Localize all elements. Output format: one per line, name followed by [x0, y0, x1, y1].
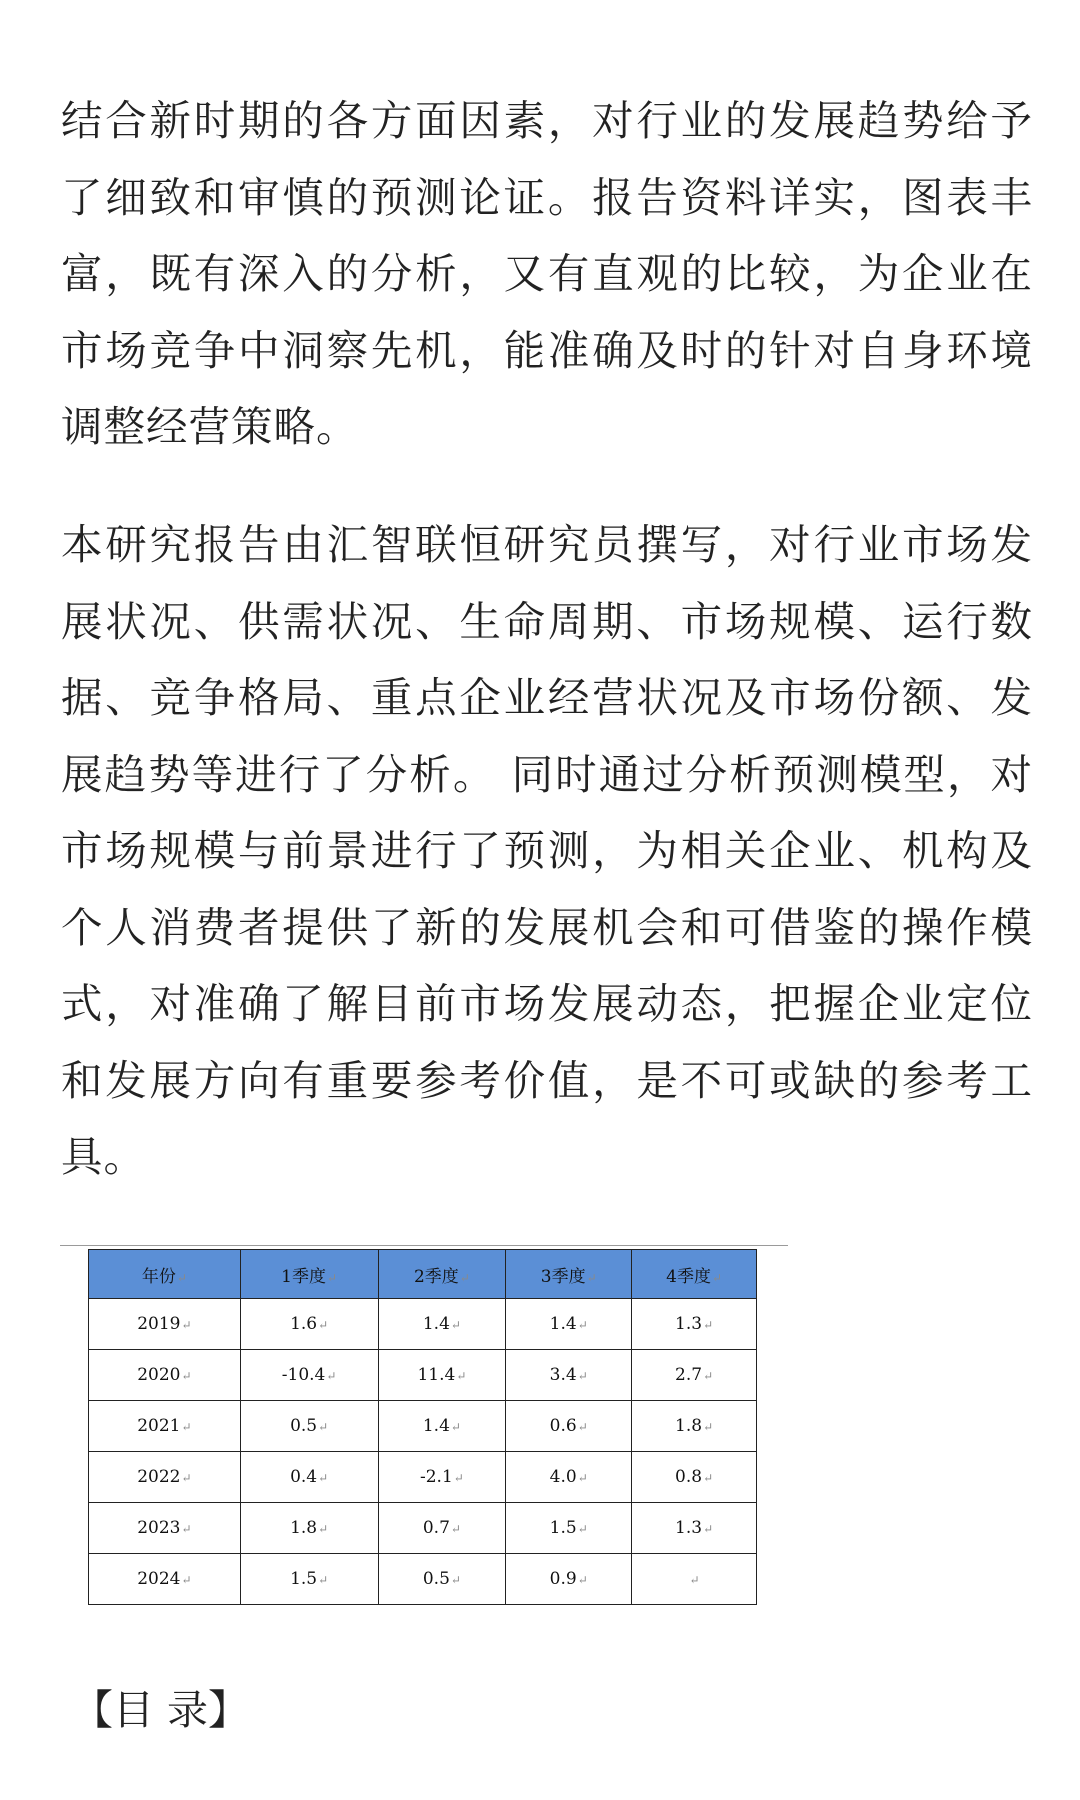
- header-cell-year: 年份↵: [89, 1250, 241, 1299]
- intro-paragraph: 结合新时期的各方面因素，对行业的发展趋势给予了细致和审慎的预测论证。报告资料详实，图表丰富，既有深入的分析，又有直观的比较，为企业在市场竞争中洞察先机，能准确及时的针对自身环境调整经营策略。: [61, 96, 1033, 451]
- header-cell-q2: 2季度↵: [378, 1250, 506, 1299]
- table-body: [89, 1299, 757, 1605]
- paragraph-mark-icon: ↵: [456, 1369, 467, 1383]
- table-row: [89, 1452, 757, 1503]
- paragraph-mark-icon: ↵: [181, 1522, 192, 1536]
- paragraph-mark-icon: ↵: [318, 1471, 329, 1485]
- paragraph-mark-icon: ↵: [577, 1471, 588, 1485]
- paragraph-mark-icon: ↵: [181, 1471, 192, 1485]
- table-cell: 1.5↵: [506, 1503, 632, 1554]
- table-cell: 0.5↵: [240, 1401, 378, 1452]
- header-cell-q1: 1季度↵: [240, 1250, 378, 1299]
- table-cell: 0.5↵: [378, 1554, 506, 1605]
- paragraph-mark-icon: ↵: [711, 1270, 723, 1285]
- paragraph-mark-icon: ↵: [577, 1522, 588, 1536]
- table-row: [89, 1503, 757, 1554]
- paragraph-mark-icon: ↵: [459, 1270, 470, 1285]
- table-cell: 1.3↵: [632, 1299, 757, 1350]
- paragraph-mark-icon: ↵: [181, 1369, 192, 1383]
- paragraph-mark-icon: ↵: [703, 1471, 714, 1485]
- paragraph-mark-icon: ↵: [703, 1522, 714, 1536]
- table-cell: 1.4↵: [506, 1299, 632, 1350]
- table-cell: 1.4↵: [378, 1401, 506, 1452]
- table-cell: 2023↵: [89, 1503, 241, 1554]
- paragraph-mark-icon: ↵: [450, 1522, 461, 1536]
- table-cell: 3.4↵: [506, 1350, 632, 1401]
- table-cell: 0.4↵: [240, 1452, 378, 1503]
- table-cell: -2.1↵: [378, 1452, 506, 1503]
- paragraph-mark-icon: ↵: [586, 1270, 597, 1285]
- table-cell: 1.8↵: [632, 1401, 757, 1452]
- paragraph-mark-icon: ↵: [318, 1420, 329, 1434]
- paragraph-mark-icon: ↵: [318, 1318, 329, 1332]
- table-row: [89, 1554, 757, 1605]
- paragraph-mark-icon: ↵: [181, 1318, 192, 1332]
- paragraph-mark-icon: ↵: [181, 1573, 192, 1587]
- paragraph-mark-icon: ↵: [577, 1573, 588, 1587]
- paragraph-mark-icon: ↵: [689, 1573, 700, 1587]
- table-cell: [632, 1554, 757, 1605]
- paragraph-mark-icon: ↵: [453, 1471, 464, 1485]
- paragraph-mark-icon: ↵: [703, 1369, 714, 1383]
- paragraph-mark-icon: ↵: [176, 1270, 187, 1285]
- table-cell: 4.0↵: [506, 1452, 632, 1503]
- paragraph-mark-icon: ↵: [450, 1318, 461, 1332]
- table-cell: 2024↵: [89, 1554, 241, 1605]
- table-cell: 2020↵: [89, 1350, 241, 1401]
- paragraph-mark-icon: ↵: [577, 1369, 588, 1383]
- table-cell: 1.4↵: [378, 1299, 506, 1350]
- toc-heading: 【目 录】: [72, 1686, 250, 1734]
- paragraph-mark-icon: ↵: [318, 1573, 329, 1587]
- table-row: [89, 1299, 757, 1350]
- table-top-rule: [60, 1245, 788, 1246]
- table-cell: -10.4↵: [240, 1350, 378, 1401]
- table-row: [89, 1350, 757, 1401]
- table-cell: 1.6↵: [240, 1299, 378, 1350]
- report-description-paragraph: 本研究报告由汇智联恒研究员撰写，对行业市场发展状况、供需状况、生命周期、市场规模、运行数据、竞争格局、重点企业经营状况及市场份额、发展趋势等进行了分析。 同时通过分析预测模型，对市场规模与前景进行了预测，为相关企业、机构及个人消费者提供了新的发展机会和可借鉴的操作模式，对准确了解目前市场发展动态，把握企业定位和发展方向有重要参考价值，是不可或缺的参考工具。: [61, 520, 1033, 1181]
- table-cell: 2.7↵: [632, 1350, 757, 1401]
- header-cell-q3: 3季度↵: [506, 1250, 632, 1299]
- table-cell: 1.3↵: [632, 1503, 757, 1554]
- quarterly-data-table: [88, 1249, 757, 1605]
- header-cell-q4: 4季度↵: [632, 1250, 757, 1299]
- table-cell: 0.7↵: [378, 1503, 506, 1554]
- paragraph-mark-icon: ↵: [703, 1318, 714, 1332]
- paragraph-mark-icon: ↵: [181, 1420, 192, 1434]
- table-header-row: [89, 1250, 757, 1299]
- table-cell: 2019↵: [89, 1299, 241, 1350]
- table-cell: 0.9↵: [506, 1554, 632, 1605]
- paragraph-mark-icon: ↵: [703, 1420, 714, 1434]
- table-row: [89, 1401, 757, 1452]
- paragraph-mark-icon: ↵: [450, 1573, 461, 1587]
- paragraph-mark-icon: ↵: [327, 1270, 338, 1285]
- table-cell: 11.4↵: [378, 1350, 506, 1401]
- paragraph-mark-icon: ↵: [577, 1318, 588, 1332]
- paragraph-mark-icon: ↵: [450, 1420, 461, 1434]
- table-cell: 0.6↵: [506, 1401, 632, 1452]
- paragraph-mark-icon: ↵: [326, 1369, 337, 1383]
- table-cell: 2021↵: [89, 1401, 241, 1452]
- table-cell: 1.5↵: [240, 1554, 378, 1605]
- paragraph-mark-icon: ↵: [318, 1522, 329, 1536]
- paragraph-mark-icon: ↵: [577, 1420, 588, 1434]
- table-cell: 0.8↵: [632, 1452, 757, 1503]
- table-cell: 1.8↵: [240, 1503, 378, 1554]
- table-cell: 2022↵: [89, 1452, 241, 1503]
